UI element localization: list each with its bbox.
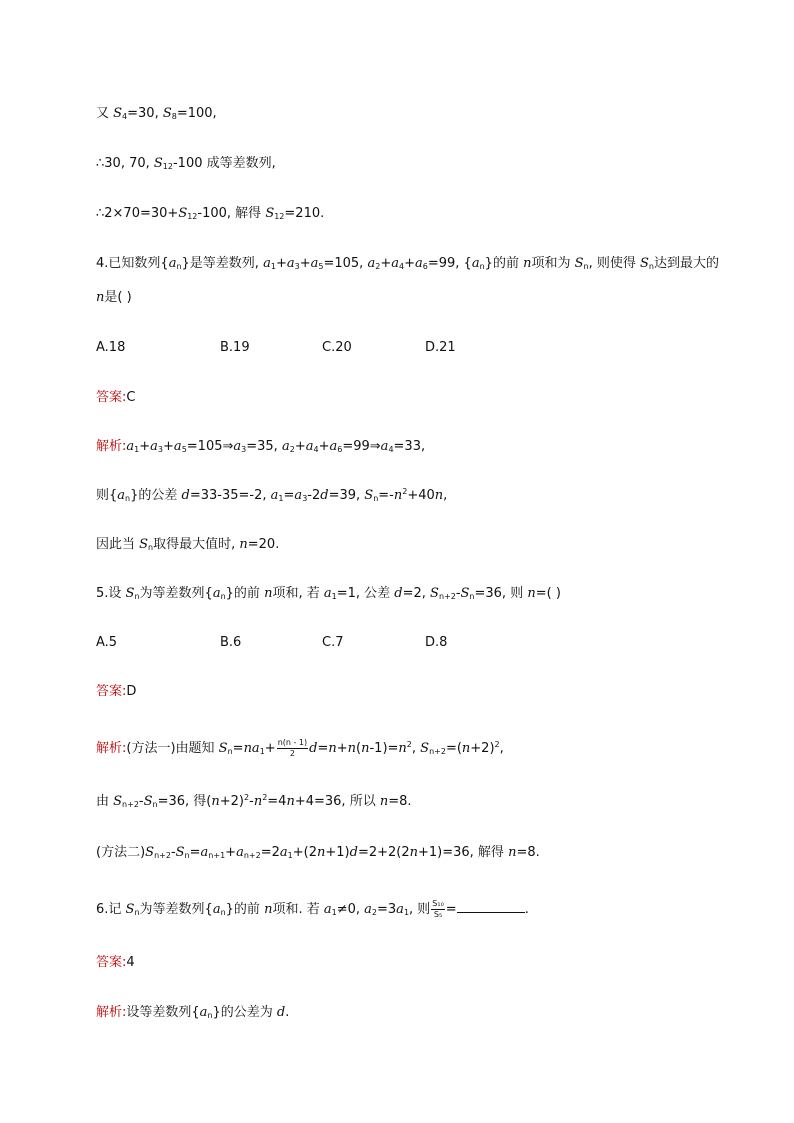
- q4-option-d: D.21: [425, 340, 456, 355]
- q6-answer: 答案:4: [96, 955, 135, 970]
- q5-method-1: 解析:(方法一)由题知 $S_n=na_1+$ $\frac{n(n - 1)}{2}$ $d=n+n(n-1)=n^2$, $S_{n+2}=(n+2)^2$,: [96, 738, 504, 758]
- text-line-1: 又 $S_4=30$, $S_8=100$,: [96, 106, 217, 121]
- q4-option-b: B.19: [220, 340, 250, 355]
- q4-stem-2: n是( ): [96, 290, 132, 305]
- q4-answer: 答案:C: [96, 390, 136, 405]
- q4-explanation-3: 因此当 $S_n$取得最大值时, n=20.: [96, 537, 280, 552]
- q4-explanation-2: 则$\{a_n\}$的公差 d=33-35=-2, $a_1=a_3-2d=39$, $S_n=-n^2+40n$,: [96, 487, 448, 503]
- q5-option-d: D.8: [425, 635, 448, 650]
- q5-stem: 5.设 $S_n$为等差数列$\{a_n\}$的前 n项和, 若 $a_1=1$, 公差 d=2, $S_{n+2}-S_n=36$, 则 n=( ): [96, 586, 561, 601]
- q6-stem: 6.记 $S_n$为等差数列$\{a_n\}$的前 n项和. 若 $a_1\ne 0$, $a_2=3a_1$, 则 $\frac{\text{S₁₀}}{\text{S₅}}$ = .: [96, 899, 529, 919]
- q4-option-a: A.18: [96, 340, 126, 355]
- q6-explanation: 解析:设等差数列$\{a_n\}$的公差为 d.: [96, 1005, 290, 1020]
- text-line-2: ∴30, 70, $S_{12}-100$ 成等差数列,: [96, 156, 276, 171]
- q5-method-1b: 由 $S_{n+2}-S_n=36$, 得$(n+2)^2-n^2=4n+4=36$, 所以 n=8.: [96, 793, 412, 809]
- q5-answer: 答案:D: [96, 684, 137, 699]
- text-line-3: $\therefore 2\times 70=30+S_{12}-100$, 解得 $S_{12}=210$.: [96, 206, 325, 221]
- q5-option-c: C.7: [322, 635, 344, 650]
- q4-stem: 4.已知数列$\{a_n\}$是等差数列, $a_1+a_3+a_5=105$, $a_2+a_4+a_6=99$, $\{a_n\}$的前 n项和为 $S_n$, 则使得 $S_n$达到最大的: [96, 256, 719, 271]
- q4-explanation-1: 解析$:a_1+a_3+a_5=105\Rightarrow a_3=35$, $a_2+a_4+a_6=99\Rightarrow a_4=33$,: [96, 439, 426, 454]
- q5-option-a: A.5: [96, 635, 118, 650]
- q4-option-c: C.20: [322, 340, 352, 355]
- q5-method-2: (方法二)$S_{n+2}-S_n=a_{n+1}+a_{n+2}=2a_1+(2n+1)d=2+2(2n+1)=36$, 解得 n=8.: [96, 845, 540, 860]
- fraction: $\frac{\text{S₁₀}}{\text{S₅}}$: [432, 899, 444, 919]
- q5-option-b: B.6: [220, 635, 242, 650]
- fraction: $\frac{n(n - 1)}{2}$: [277, 738, 308, 758]
- answer-blank: [457, 900, 525, 913]
